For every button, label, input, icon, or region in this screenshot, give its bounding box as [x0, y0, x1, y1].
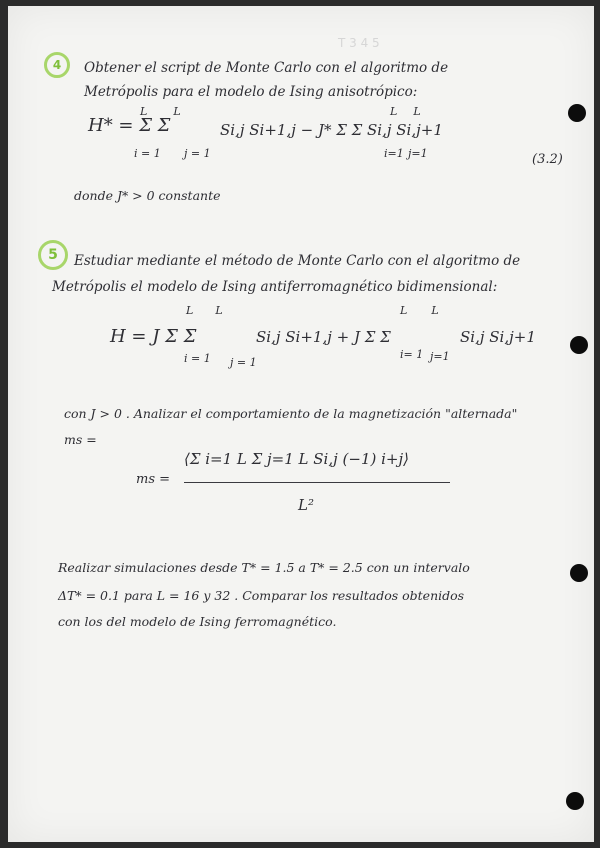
formula-5-terms-2: Si,j Si,j+1 [460, 328, 536, 346]
simulation-line-1: Realizar simulaciones desde T* = 1.5 a T* = 2.5 con un intervalo [58, 560, 470, 575]
formula-5-lower-i2: i= 1 [400, 348, 424, 361]
formula-5-lower-j2: j=1 [430, 350, 450, 363]
problem-5-line-2: Metrópolis el modelo de Ising antiferromagnético bidimensional: [52, 279, 498, 295]
simulation-line-2: ΔT* = 0.1 para L = 16 y 32 . Comparar los resultados obtenidos [58, 588, 465, 603]
notebook-page [8, 6, 594, 842]
equation-reference: (3.2) [532, 152, 563, 167]
formula-4-lhs: H* = Σ Σ [88, 115, 171, 136]
binder-hole-2 [570, 336, 588, 354]
formula-5-lhs: H = J Σ Σ [110, 326, 197, 347]
problem-5-formula [104, 304, 574, 370]
ms-label: ms = [64, 432, 97, 447]
formula-4-lower-j2: j=1 [408, 147, 428, 160]
fraction-bar [184, 482, 450, 483]
problem-4-line-2: Metrópolis para el modelo de Ising anisotrópico: [84, 84, 418, 100]
formula-4-terms: Si,j Si+1,j − J* Σ Σ Si,j Si,j+1 [220, 121, 443, 139]
formula-5-terms-1: Si,j Si+1,j + J Σ Σ [256, 328, 391, 346]
binder-hole-1 [568, 104, 586, 122]
formula-4-upper-limits: L L [140, 105, 181, 118]
ms-formula [136, 446, 466, 526]
problem-4-condition: donde J* > 0 constante [74, 188, 221, 203]
problem-5-line-1: Estudiar mediante el método de Monte Carlo con el algoritmo de [74, 253, 521, 269]
problem-5-analysis-line: con J > 0 . Analizar el comportamiento de la magnetización "alternada" [64, 406, 518, 421]
formula-5-lower-j: j = 1 [230, 356, 257, 369]
simulation-line-3: con los del modelo de Ising ferromagnético. [58, 614, 337, 629]
ms-numerator: ⟨Σ i=1 L Σ j=1 L Si,j (−1) i+j⟩ [184, 450, 409, 468]
binder-hole-4 [566, 792, 584, 810]
problem-4-line-1: Obtener el script de Monte Carlo con el algoritmo de [84, 60, 449, 76]
formula-4-lower-i: i = 1 [134, 147, 161, 160]
formula-4-lower-j: j = 1 [184, 147, 211, 160]
problem-4-formula [88, 105, 528, 171]
formula-5-upper-limits: L L [186, 304, 223, 317]
formula-4-upper-limits-2: L L [390, 105, 421, 118]
problem-4-number: 4 [44, 52, 70, 78]
formula-5-lower-i: i = 1 [184, 352, 211, 365]
formula-5-upper-limits-2: L L [400, 304, 439, 317]
formula-4-lower-i2: i=1 [384, 147, 404, 160]
binder-hole-3 [570, 564, 588, 582]
faint-mark: T 3 4 5 [338, 36, 380, 50]
ms-formula-label: ms = [136, 472, 171, 487]
ms-denominator: L² [298, 496, 314, 514]
problem-5-number: 5 [38, 240, 68, 270]
